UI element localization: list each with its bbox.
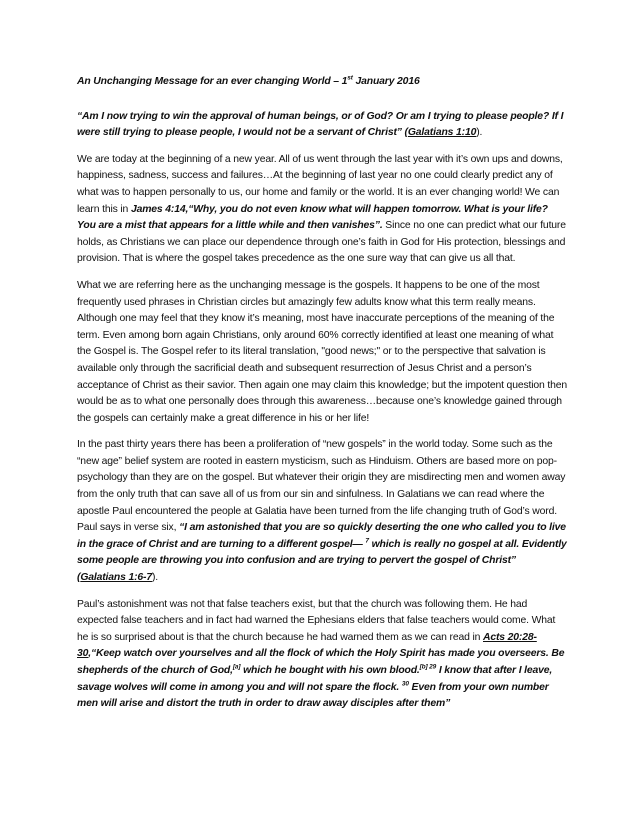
paragraph-1-text-a: We are today at the beginning of a new year. All of us went through the last year with it’s own ups and downs, happiness, sadness, success and failures…At the beginning of last year no one could clearly predict any of what was to happen personally to us, our home and family or the world. It is an ever changing world! We can learn this in xyxy=(77,153,563,215)
paragraph-4-reference[interactable]: Acts 20:28-30 xyxy=(77,631,537,660)
title-superscript: st xyxy=(347,74,353,82)
footnote-a-superscript[interactable]: [a] xyxy=(232,663,241,671)
paragraph-3-verse-b: which is really no gospel at all. Evidently some people are throwing you into confusion and are trying to pervert the gospel of Christ” ( xyxy=(77,538,567,584)
paragraph-1-text-c: Since no one can predict what our future holds, as Christians we can place our dependence through one’s faith in God for His protection, blessings and provision. That is where the gospel takes precedence as the one sure way that can give us all that. xyxy=(77,220,566,265)
intro-quote-end: ). xyxy=(476,127,483,139)
paragraph-3-text-a: In the past thirty years there has been a proliferation of “new gospels” in the world today. Some such as the “new age” belief system are rooted in eastern mysticism, such as Hinduism. Others are based more on pop-psychology than they are on the gospel. But whatever their origin they are misdirecting men and women away from the only truth that can save all of us from our sin and sinfulness. In Galatians we can read where the apostle Paul encountered the people at Galatia have been turned from the life changing truth of God’s word. Paul says in verse six, xyxy=(77,439,566,534)
footnote-b-superscript[interactable]: [b] 29 xyxy=(419,663,437,671)
intro-quote-reference[interactable]: Galatians 1:10 xyxy=(407,127,477,139)
paragraph-2 xyxy=(77,278,567,427)
paragraph-4 xyxy=(77,597,567,713)
intro-quote-paragraph xyxy=(77,109,567,142)
document-body xyxy=(77,74,567,723)
verse-number-superscript: 7 xyxy=(365,537,369,545)
verse-30-superscript: 30 xyxy=(401,680,409,688)
paragraph-3-end: ). xyxy=(151,572,159,584)
paragraph-3-reference[interactable]: Galatians 1:6-7 xyxy=(80,572,152,584)
paragraph-4-verse-d: Even from your own number men will arise and distort the truth in order to draw away disciples after them” xyxy=(77,681,549,710)
paragraph-3-verse-a: “I am astonished that you are so quickly deserting the one who called you to live in the grace of Christ and are turning to a different gospel— xyxy=(77,522,566,550)
document-title xyxy=(77,74,567,91)
paragraph-4-verse-c: I know that after I leave, savage wolves will come in among you and will not spare the flock. xyxy=(77,665,553,693)
intro-quote-text: “Am I now trying to win the approval of human beings, or of God? Or am I trying to please people? If I were still trying to please people, I would not be a servant of Christ” ( xyxy=(77,110,564,139)
paragraph-1 xyxy=(77,152,567,268)
paragraph-2-text: What we are referring here as the unchanging message is the gospels. It happens to be one of the most frequently used phrases in Christian circles but amazingly few adults know what this term really means. Although one may feel that they know it’s meaning, most have inaccurate perceptions of the meaning of the term. Even among born again Christians, only around 60% correctly identified at least one meaning of what the Gospel is. The Gospel refer to its literal translation, "good news;" or to the perspective that salvation is available only through the sacrificial death and subsequent resurrection of Jesus Christ and a person’s acceptance of Christ as their savior. Then again one may claim this knowledge; but the impotent question then would be as to what one personally does through this awareness…because one’s knowledge gained through the gospels can certainly make a great difference in his or her life! xyxy=(77,279,568,424)
paragraph-4-verse-a: ,“Keep watch over yourselves and all the flock of which the Holy Spirit has made you overseers. Be shepherds of the church of God, xyxy=(77,648,565,676)
title-text: An Unchanging Message for an ever changing World – 1 xyxy=(77,76,348,87)
paragraph-4-text-a: Paul’s astonishment was not that false teachers exist, but that the church was following them. He had expected false teachers and in fact had warned the Ephesians elders that false teachers would come. What he is so surprised about is that the church because he had warned them as we can read in xyxy=(77,598,556,643)
paragraph-3 xyxy=(77,437,567,586)
paragraph-1-verse: James 4:14,“Why, you do not even know what will happen tomorrow. What is your life? You are a mist that appears for a little while and then vanishes”. xyxy=(77,203,548,232)
title-date: January 2016 xyxy=(352,76,420,87)
paragraph-4-verse-b: which he bought with his own blood. xyxy=(240,665,420,676)
